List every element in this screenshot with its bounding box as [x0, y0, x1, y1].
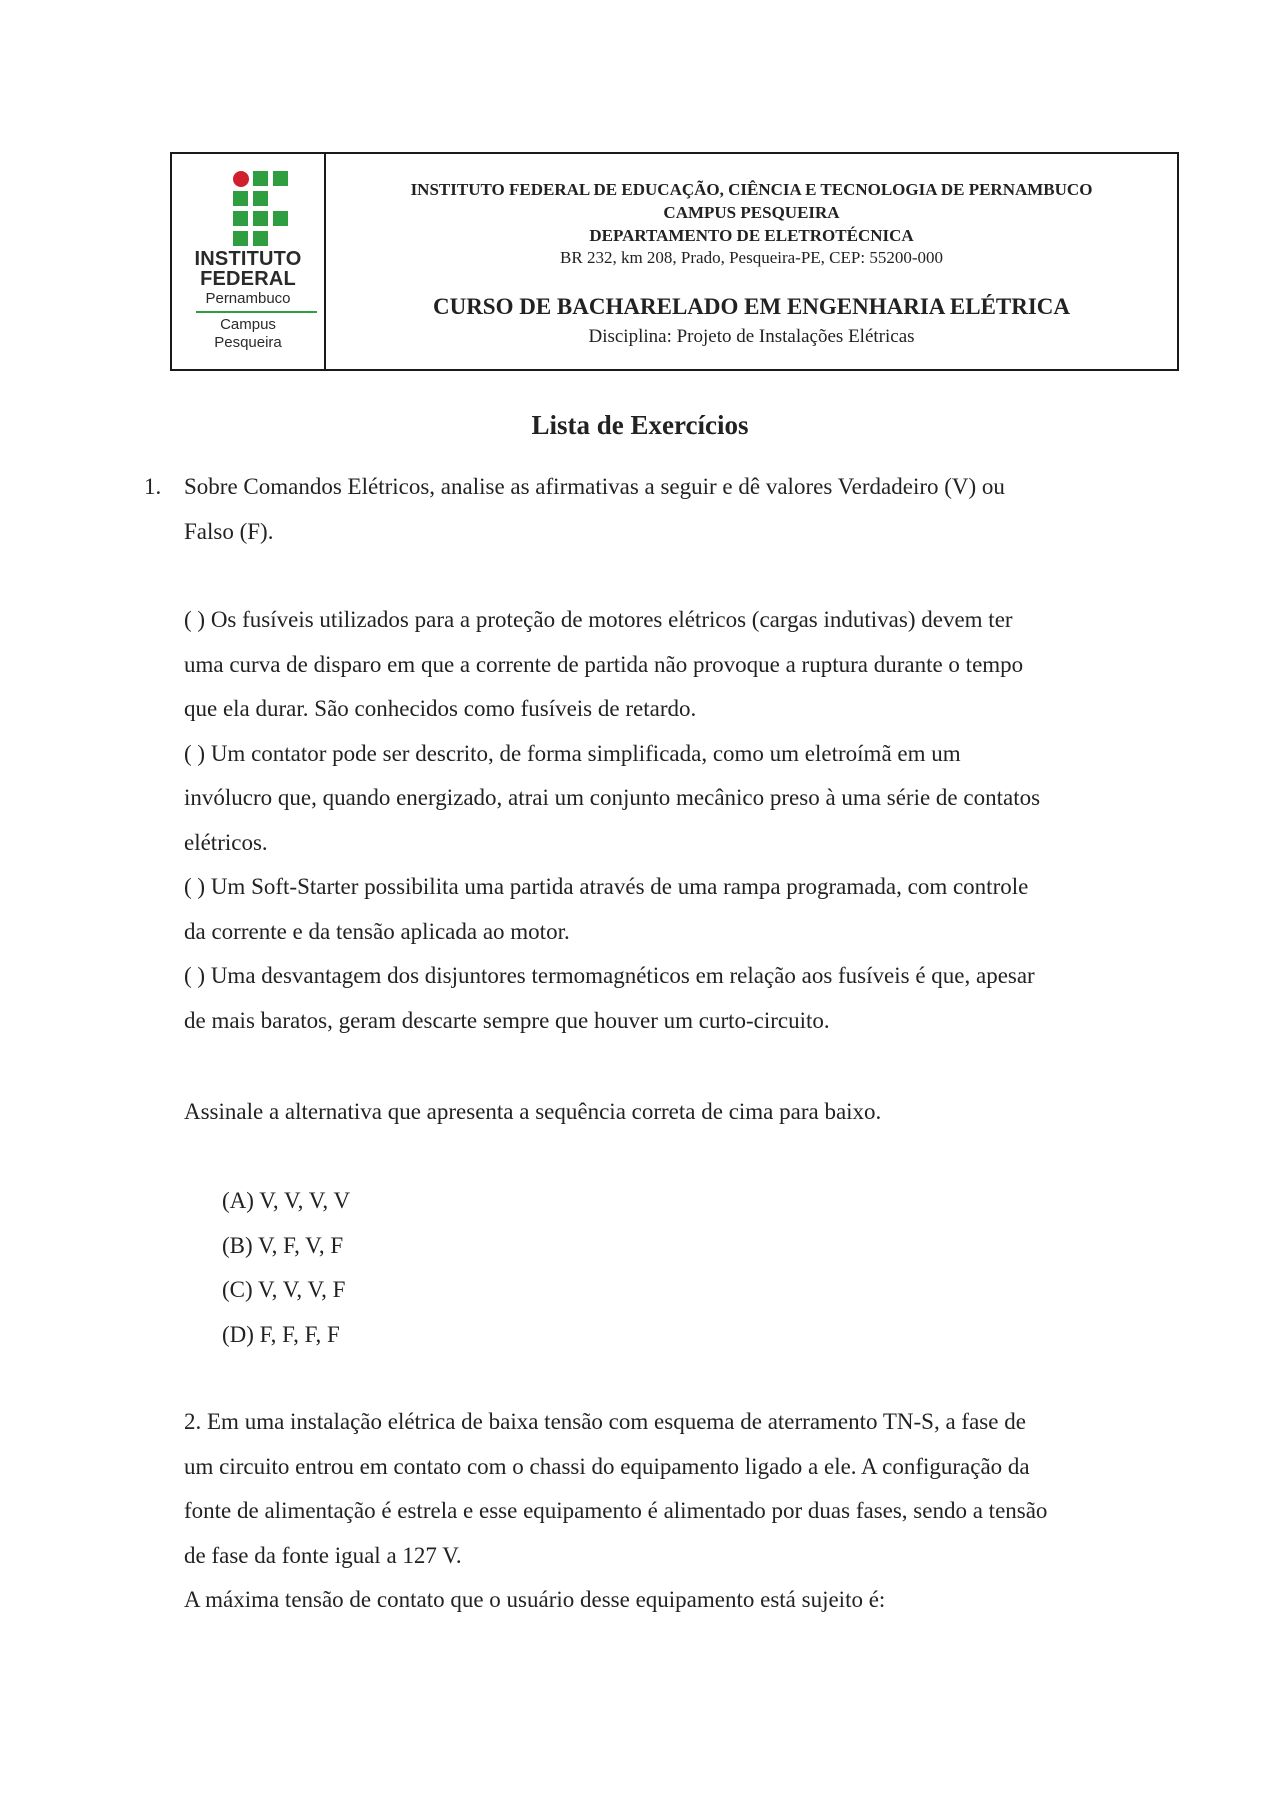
text-line: de fase da fonte igual a 127 V.: [184, 1542, 462, 1568]
campus-name: CAMPUS PESQUEIRA: [663, 203, 840, 222]
option-d: (D) F, F, F, F: [222, 1321, 340, 1347]
text-line: fonte de alimentação é estrela e esse equipamento é alimentado por duas fases, sendo a tensão: [184, 1498, 1048, 1523]
logo-text-federal: FEDERAL: [200, 268, 296, 290]
institution-logo: [172, 154, 326, 369]
question-2: [184, 1400, 1164, 1623]
statement-line: elétricos.: [184, 829, 268, 855]
question-1-number: 1.: [144, 474, 162, 499]
statement-line: invólucro que, quando energizado, atrai um conjunto mecânico preso à uma série de contatos: [184, 785, 1041, 810]
statement-line: da corrente e da tensão aplicada ao motor.: [184, 918, 570, 944]
course-name: CURSO DE BACHARELADO EM ENGENHARIA ELÉTRICA: [432, 294, 1071, 319]
statement-line: de mais baratos, geram descarte sempre que houver um curto-circuito.: [184, 1007, 830, 1033]
option-c: (C) V, V, V, F: [222, 1277, 346, 1302]
logo-divider: [196, 311, 317, 313]
statement-line: ( ) Um Soft-Starter possibilita uma partida através de uma rampa programada, com controle: [184, 874, 1029, 899]
prompt-text: Assinale a alternativa que apresenta a sequência correta de cima para baixo.: [184, 1099, 882, 1124]
question-1-prompt: [184, 1090, 1164, 1135]
page-title: Lista de Exercícios: [531, 410, 749, 440]
logo-red-dot: [233, 171, 249, 187]
logo-text-state: Pernambuco: [205, 290, 291, 307]
statement-line: uma curva de disparo em que a corrente de partida não provoque a ruptura durante o tempo: [184, 651, 1024, 677]
statement-line: ( ) Uma desvantagem dos disjuntores termomagnéticos em relação aos fusíveis é que, apesar: [184, 963, 1035, 988]
text-line: A máxima tensão de contato que o usuário desse equipamento está sujeito é:: [184, 1587, 886, 1612]
question-1-statements: [184, 598, 1164, 1043]
statement-line: ( ) Um contator pode ser descrito, de forma simplificada, como um eletroímã em um: [184, 740, 961, 766]
department-name: DEPARTAMENTO DE ELETROTÉCNICA: [589, 226, 914, 245]
text-line: um circuito entrou em contato com o chassi do equipamento ligado a ele. A configuração da: [184, 1453, 1030, 1479]
option-b: (B) V, F, V, F: [222, 1232, 344, 1258]
address: BR 232, km 208, Prado, Pesqueira-PE, CEP: 55200-000: [560, 248, 943, 267]
header-info: [326, 154, 1177, 369]
text-line: 2. Em uma instalação elétrica de baixa tensão com esquema de aterramento TN-S, a fase de: [184, 1409, 1026, 1434]
text-line: Falso (F).: [184, 518, 274, 544]
discipline-name: Disciplina: Projeto de Instalações Elétricas: [588, 326, 915, 347]
statement-line: que ela durar. São conhecidos como fusíveis de retardo.: [184, 696, 697, 721]
logo-text-campus-name: Pesqueira: [214, 334, 282, 351]
logo-text-instituto: INSTITUTO: [194, 248, 302, 270]
logo-text-campus-label: Campus: [220, 316, 276, 333]
option-a: (A) V, V, V, V: [222, 1188, 351, 1213]
header-box: [170, 152, 1179, 371]
statement-line: ( ) Os fusíveis utilizados para a proteção de motores elétricos (cargas indutivas) devem ter: [184, 607, 1013, 632]
institution-name: INSTITUTO FEDERAL DE EDUCAÇÃO, CIÊNCIA E TECNOLOGIA DE PERNAMBUCO: [410, 180, 1093, 199]
logo-mark-icon: [233, 171, 289, 227]
question-1-intro: [184, 465, 1164, 554]
question-1-options: [222, 1179, 350, 1357]
text-line: Sobre Comandos Elétricos, analise as afirmativas a seguir e dê valores Verdadeiro (V) ou: [184, 474, 1005, 499]
